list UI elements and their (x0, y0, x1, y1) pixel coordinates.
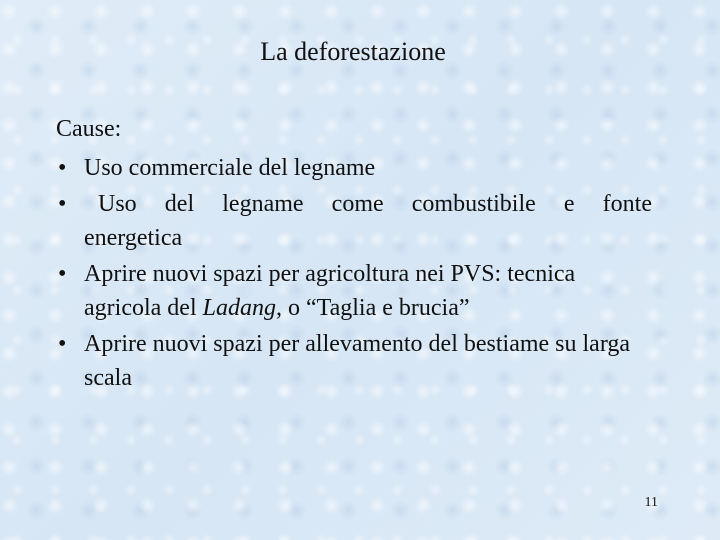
list-item-text: Uso commerciale del legname (84, 155, 376, 181)
bullet-icon: • (58, 261, 67, 287)
bullet-icon: • (58, 331, 67, 357)
causes-list (56, 151, 652, 397)
page-number: 11 (644, 495, 658, 510)
list-item (56, 187, 652, 255)
list-item-text-line1: Uso del legname come combustibile e fonte (98, 191, 652, 217)
list-item (56, 257, 652, 325)
list-item (56, 327, 652, 395)
list-item-text-before: Aprire nuovi spazi per agricoltura nei PVS: tecnica agricola del (84, 261, 576, 321)
causes-heading: Cause: (56, 116, 122, 142)
bullet-icon: • (58, 155, 67, 181)
slide-title: La deforestazione (260, 37, 446, 66)
list-item-text (84, 261, 575, 321)
list-item (56, 151, 652, 185)
bullet-icon: • (58, 191, 67, 217)
list-item-text-after: , o “Taglia e brucia” (275, 295, 470, 321)
list-item-text-italic: Ladang (202, 295, 276, 321)
list-item-text: Aprire nuovi spazi per allevamento del bestiame su larga scala (84, 331, 631, 391)
list-item-text-line2: energetica (84, 225, 183, 251)
